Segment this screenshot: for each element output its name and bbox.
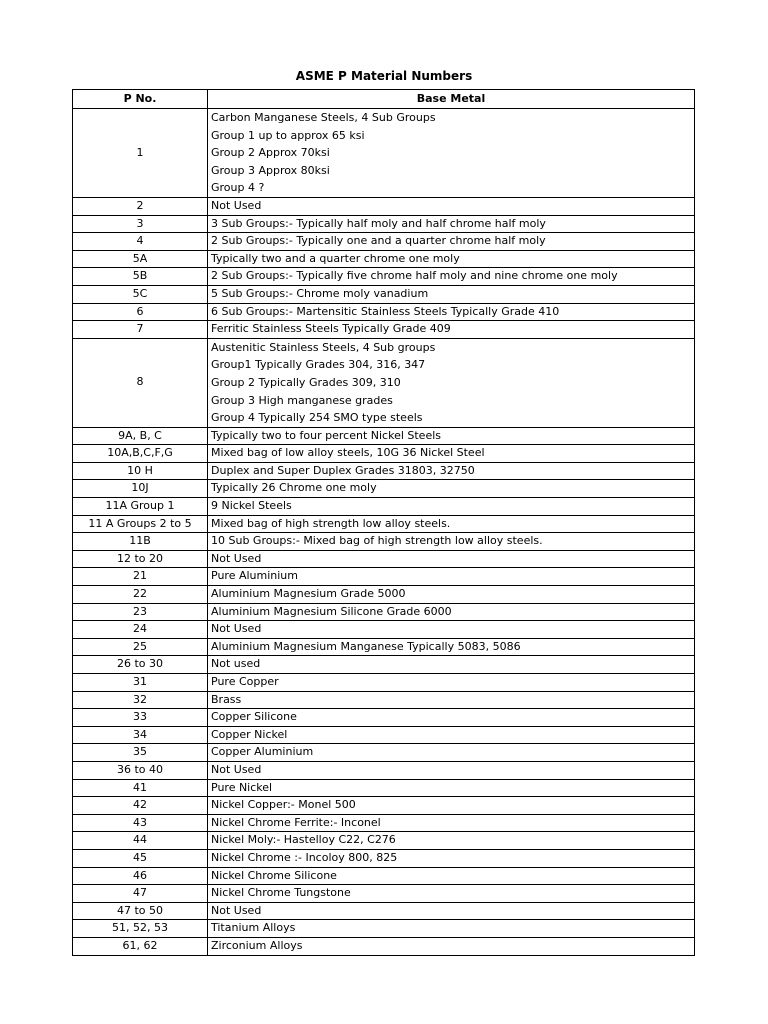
p-number-cell: 42 [73, 797, 208, 815]
table-row [73, 621, 695, 639]
base-metal-cell: Copper Aluminium [208, 744, 695, 762]
p-number-cell: 11A Group 1 [73, 498, 208, 516]
table-row [73, 902, 695, 920]
table-row [73, 321, 695, 339]
table-row [73, 427, 695, 445]
base-metal-cell: 2 Sub Groups:- Typically five chrome half moly and nine chrome one moly [208, 268, 695, 286]
table-row [73, 691, 695, 709]
base-metal-line: Group 2 Typically Grades 309, 310 [211, 375, 401, 389]
p-number-cell: 25 [73, 638, 208, 656]
base-metal-cell: Nickel Chrome Ferrite:- Inconel [208, 814, 695, 832]
base-metal-cell: Aluminium Magnesium Grade 5000 [208, 586, 695, 604]
p-number-cell: 26 to 30 [73, 656, 208, 674]
page-title: ASME P Material Numbers [295, 69, 473, 83]
table-row [73, 761, 695, 779]
p-number-cell: 12 to 20 [73, 550, 208, 568]
base-metal-cell: 9 Nickel Steels [208, 498, 695, 516]
table-row [73, 197, 695, 215]
base-metal-cell: Nickel Chrome :- Incoloy 800, 825 [208, 849, 695, 867]
table-row [73, 832, 695, 850]
table-row [73, 498, 695, 516]
p-number-cell: 8 [73, 338, 208, 427]
base-metal-cell: Not Used [208, 621, 695, 639]
p-number-cell: 34 [73, 726, 208, 744]
base-metal-cell: Nickel Copper:- Monel 500 [208, 797, 695, 815]
table-row [73, 656, 695, 674]
p-number-cell: 5B [73, 268, 208, 286]
table-row [73, 885, 695, 903]
table-row [73, 515, 695, 533]
base-metal-cell: Duplex and Super Duplex Grades 31803, 32750 [208, 462, 695, 480]
table-row [73, 215, 695, 233]
table-row [73, 937, 695, 955]
p-number-cell: 33 [73, 709, 208, 727]
p-number-cell: 46 [73, 867, 208, 885]
table-row [73, 303, 695, 321]
p-number-cell: 3 [73, 215, 208, 233]
table-row [73, 233, 695, 251]
p-number-cell: 51, 52, 53 [73, 920, 208, 938]
p-number-cell: 36 to 40 [73, 761, 208, 779]
table-row [73, 250, 695, 268]
base-metal-line: Group 3 High manganese grades [211, 393, 393, 407]
p-number-cell: 2 [73, 197, 208, 215]
table-row [73, 849, 695, 867]
base-metal-cell [208, 109, 695, 198]
base-metal-cell: Copper Silicone [208, 709, 695, 727]
p-number-cell: 47 [73, 885, 208, 903]
base-metal-line: Group 2 Approx 70ksi [211, 146, 330, 160]
base-metal-cell: Nickel Chrome Tungstone [208, 885, 695, 903]
p-number-cell: 21 [73, 568, 208, 586]
table-row [73, 462, 695, 480]
base-metal-cell: Titanium Alloys [208, 920, 695, 938]
base-metal-cell: Mixed bag of low alloy steels, 10G 36 Nickel Steel [208, 445, 695, 463]
base-metal-cell: Pure Copper [208, 674, 695, 692]
base-metal-cell: Nickel Moly:- Hastelloy C22, C276 [208, 832, 695, 850]
table-row [73, 709, 695, 727]
p-number-cell: 32 [73, 691, 208, 709]
base-metal-cell: Typically 26 Chrome one moly [208, 480, 695, 498]
p-number-cell: 43 [73, 814, 208, 832]
p-number-cell: 6 [73, 303, 208, 321]
table-row [73, 814, 695, 832]
base-metal-cell: Aluminium Magnesium Silicone Grade 6000 [208, 603, 695, 621]
p-number-cell: 7 [73, 321, 208, 339]
base-metal-cell: 6 Sub Groups:- Martensitic Stainless Steels Typically Grade 410 [208, 303, 695, 321]
table-row [73, 674, 695, 692]
p-number-cell: 10J [73, 480, 208, 498]
base-metal-cell: Not used [208, 656, 695, 674]
base-metal-cell: 2 Sub Groups:- Typically one and a quarter chrome half moly [208, 233, 695, 251]
p-number-cell: 1 [73, 109, 208, 198]
table-row [73, 338, 695, 427]
p-number-cell: 10A,B,C,F,G [73, 445, 208, 463]
table-row [73, 726, 695, 744]
table-row [73, 797, 695, 815]
p-number-cell: 24 [73, 621, 208, 639]
table-row [73, 285, 695, 303]
base-metal-cell: 5 Sub Groups:- Chrome moly vanadium [208, 285, 695, 303]
base-metal-line: Austenitic Stainless Steels, 4 Sub groups [211, 340, 436, 354]
p-number-cell: 9A, B, C [73, 427, 208, 445]
table-row [73, 568, 695, 586]
p-number-table [72, 89, 695, 956]
base-metal-cell: Mixed bag of high strength low alloy steels. [208, 515, 695, 533]
table-row [73, 920, 695, 938]
base-metal-cell: Brass [208, 691, 695, 709]
base-metal-cell: Ferritic Stainless Steels Typically Grade 409 [208, 321, 695, 339]
base-metal-line: Carbon Manganese Steels, 4 Sub Groups [211, 111, 436, 124]
base-metal-cell: Not Used [208, 550, 695, 568]
base-metal-cell [208, 338, 695, 427]
p-number-cell: 45 [73, 849, 208, 867]
table-row [73, 638, 695, 656]
p-number-cell: 61, 62 [73, 937, 208, 955]
base-metal-line: Group 1 up to approx 65 ksi [211, 128, 365, 142]
base-metal-line: Group 3 Approx 80ksi [211, 163, 330, 177]
p-number-cell: 41 [73, 779, 208, 797]
table-row [73, 445, 695, 463]
p-number-cell: 5A [73, 250, 208, 268]
p-number-cell: 22 [73, 586, 208, 604]
base-metal-line: Group 4 Typically 254 SMO type steels [211, 411, 423, 425]
column-header-base-metal: Base Metal [208, 90, 695, 109]
table-row [73, 109, 695, 198]
p-number-cell: 10 H [73, 462, 208, 480]
p-number-cell: 5C [73, 285, 208, 303]
base-metal-cell: Not Used [208, 761, 695, 779]
base-metal-cell: Copper Nickel [208, 726, 695, 744]
base-metal-cell: Pure Nickel [208, 779, 695, 797]
p-number-cell: 44 [73, 832, 208, 850]
p-number-cell: 11B [73, 533, 208, 551]
table-row [73, 480, 695, 498]
base-metal-cell: Pure Aluminium [208, 568, 695, 586]
table-row [73, 586, 695, 604]
p-number-cell: 47 to 50 [73, 902, 208, 920]
base-metal-cell: Not Used [208, 902, 695, 920]
p-number-cell: 23 [73, 603, 208, 621]
base-metal-cell: Zirconium Alloys [208, 937, 695, 955]
base-metal-cell: Typically two to four percent Nickel Steels [208, 427, 695, 445]
table-header-row [73, 90, 695, 109]
table-row [73, 779, 695, 797]
base-metal-line: Group 4 ? [211, 181, 265, 195]
p-number-cell: 4 [73, 233, 208, 251]
column-header-p-no: P No. [73, 90, 208, 109]
table-row [73, 603, 695, 621]
p-number-cell: 11 A Groups 2 to 5 [73, 515, 208, 533]
table-row [73, 867, 695, 885]
base-metal-cell: Not Used [208, 197, 695, 215]
table-row [73, 533, 695, 551]
table-body [73, 109, 695, 956]
base-metal-line: Group1 Typically Grades 304, 316, 347 [211, 358, 426, 372]
base-metal-cell: Nickel Chrome Silicone [208, 867, 695, 885]
base-metal-cell: Typically two and a quarter chrome one moly [208, 250, 695, 268]
table-row [73, 268, 695, 286]
base-metal-cell: 10 Sub Groups:- Mixed bag of high strength low alloy steels. [208, 533, 695, 551]
base-metal-cell: 3 Sub Groups:- Typically half moly and half chrome half moly [208, 215, 695, 233]
p-number-cell: 31 [73, 674, 208, 692]
p-number-cell: 35 [73, 744, 208, 762]
table-row [73, 744, 695, 762]
table-row [73, 550, 695, 568]
base-metal-cell: Aluminium Magnesium Manganese Typically 5083, 5086 [208, 638, 695, 656]
